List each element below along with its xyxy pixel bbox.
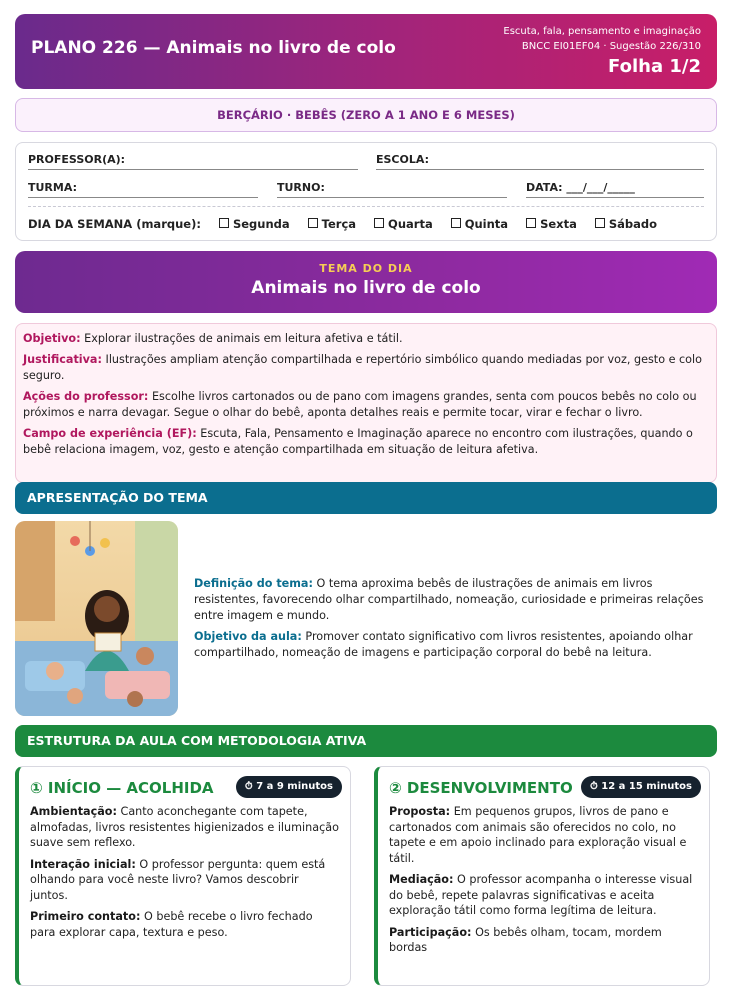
- objetivo-paragraph: Objetivo: Explorar ilustrações de animais em leitura afetiva e tátil.: [23, 332, 403, 345]
- section-apresentacao: APRESENTAÇÃO DO TEMA: [15, 482, 717, 514]
- acoes-paragraph: Ações do professor: Escolhe livros cartonados ou de pano com imagens grandes, senta com poucos bebês no colo ou próximos e narra devagar. Segue o olhar do bebê, aponta detalhes reais e permite tocar, virar e fechar o livro.: [23, 390, 697, 419]
- inicio-body: Ambientação: Canto aconchegante com tapete, almofadas, livros resistentes higienizados e iluminação suave sem reflexo. Interação inicial: O professor pergunta: quem está olhando para você neste livro? Vamos descobrir juntos. Primeiro contato: O bebê recebe o livro fechado para explorar capa, textura e peso.: [30, 805, 339, 939]
- checkbox[interactable]: [308, 218, 318, 228]
- classroom-illustration: [15, 521, 178, 716]
- turma-field[interactable]: TURMA:: [28, 181, 258, 198]
- theme-banner: [15, 251, 717, 313]
- desenvolvimento-body: Proposta: Em pequenos grupos, livros de pano e cartonados com animais são oferecidos no colo, no tapete e em apoio inclinado para exploração visual e tátil. Mediação: O professor acompanha o interesse visual do bebê, repete palavras significativas e aceita exploração tátil como forma legítima de leitura. Participação: Os bebês olham, tocam, mordem bordas: [389, 805, 693, 954]
- age-group-band: BERÇÁRIO · BEBÊS (ZERO A 1 ANO E 6 MESES): [15, 98, 717, 132]
- turno-field[interactable]: TURNO:: [277, 181, 507, 198]
- definicao-paragraph: Definição do tema: O tema aproxima bebês de ilustrações de animais em livros resistentes, favorecendo olhar compartilhado, nomeação, curiosidade e primeiras relações entre imagem e mundo.: [194, 577, 704, 622]
- meta-line2: BNCC EI01EF04 · Sugestão 226/310: [521, 41, 701, 52]
- justificativa-paragraph: Justificativa: Ilustrações ampliam atenção compartilhada e repertório simbólico quando mediadas por voz, gesto e colo seguro.: [23, 353, 702, 382]
- professor-field[interactable]: PROFESSOR(A):: [28, 153, 358, 170]
- weekday-option[interactable]: Terça: [308, 217, 356, 231]
- checkbox[interactable]: [219, 218, 229, 228]
- meta-line1: Escuta, fala, pensamento e imaginação: [503, 26, 701, 37]
- campo-paragraph: Campo de experiência (EF): Escuta, Fala, Pensamento e Imaginação aparece no encontro com ilustrações, quando o bebê relaciona imagem, voz, gesto e atenção compartilhada em situação de leitura afetiva.: [23, 427, 693, 456]
- weekday-option[interactable]: Sábado: [595, 217, 657, 231]
- escola-field[interactable]: ESCOLA:: [376, 153, 704, 170]
- desenvolvimento-time-badge: ⏱ 12 a 15 minutos: [581, 776, 701, 798]
- sheet-number: Folha 1/2: [608, 56, 701, 77]
- weekday-option[interactable]: Quinta: [451, 217, 508, 231]
- weekday-option[interactable]: Sexta: [526, 217, 577, 231]
- apresentacao-text: [194, 576, 716, 666]
- section-estrutura: ESTRUTURA DA AULA COM METODOLOGIA ATIVA: [15, 725, 717, 757]
- desenvolvimento-title: ② DESENVOLVIMENTO: [389, 779, 573, 797]
- plan-title: PLANO 226 — Animais no livro de colo: [31, 38, 396, 58]
- inicio-card: [15, 766, 351, 986]
- data-field[interactable]: DATA: ___/___/_____: [526, 181, 704, 198]
- inicio-title: ① INÍCIO — ACOLHIDA: [30, 779, 214, 797]
- theme-label: TEMA DO DIA: [319, 262, 413, 275]
- checkbox[interactable]: [595, 218, 605, 228]
- objectives-box: [15, 323, 717, 483]
- objetivo-aula-paragraph: Objetivo da aula: Promover contato significativo com livros resistentes, apoiando olhar compartilhado, nomeação de imagens e participação corporal do bebê na leitura.: [194, 630, 693, 659]
- weekday-label: DIA DA SEMANA (marque):: [28, 217, 201, 231]
- checkbox[interactable]: [374, 218, 384, 228]
- identification-box: [15, 142, 717, 241]
- checkbox[interactable]: [526, 218, 536, 228]
- weekday-option[interactable]: Segunda: [219, 217, 290, 231]
- divider: [28, 206, 704, 207]
- theme-name: Animais no livro de colo: [251, 278, 481, 298]
- plan-meta: [503, 24, 701, 54]
- inicio-time-badge: ⏱ 7 a 9 minutos: [236, 776, 342, 798]
- plan-header: [15, 14, 717, 89]
- desenvolvimento-card: [374, 766, 710, 986]
- weekday-selector: [28, 217, 657, 231]
- weekday-option[interactable]: Quarta: [374, 217, 433, 231]
- checkbox[interactable]: [451, 218, 461, 228]
